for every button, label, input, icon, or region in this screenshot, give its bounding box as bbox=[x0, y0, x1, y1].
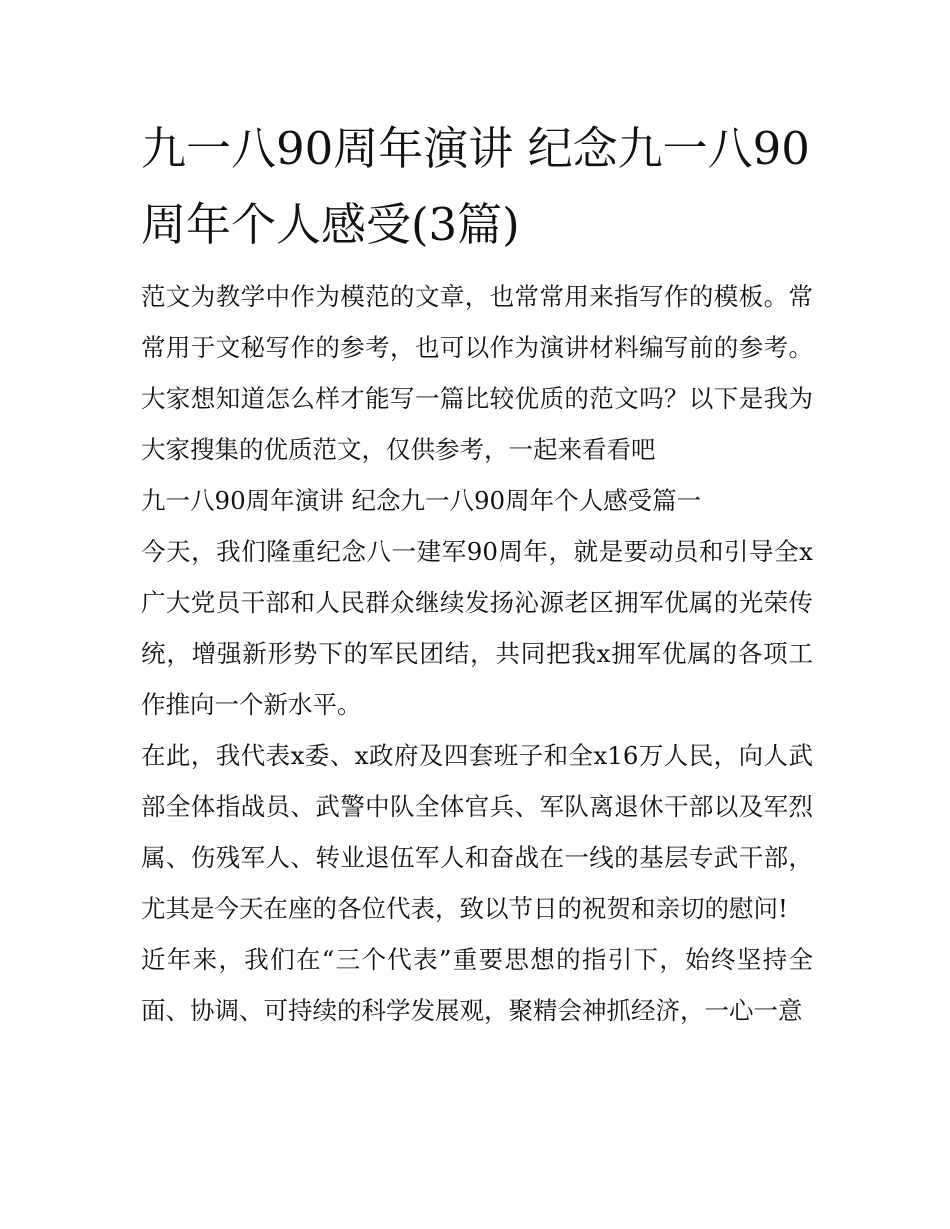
document-title: 九一八90周年演讲 纪念九一八90周年个人感受(3篇) bbox=[141, 122, 810, 251]
document-body bbox=[141, 111, 813, 1036]
section-heading: 九一八90周年演讲 纪念九一八90周年个人感受篇一 bbox=[141, 486, 702, 515]
paragraph-3: 近年来，我们在“三个代表”重要思想的指引下，始终坚持全面、协调、可持续的科学发展观，聚精会神抓经济，一心一意 bbox=[141, 945, 813, 1025]
paragraph-intro: 范文为教学中作为模范的文章，也常常用来指写作的模板。常常用于文秘写作的参考，也可以作为演讲材料编写前的参考。大家想知道怎么样才能写一篇比较优质的范文吗？以下是我为大家搜集的优质范文，仅供参考，一起来看看吧 bbox=[141, 282, 813, 464]
paragraph-1: 今天，我们隆重纪念八一建军90周年，就是要动员和引导全x广大党员干部和人民群众继续发扬沁源老区拥军优属的光荣传统，增强新形势下的军民团结，共同把我x拥军优属的各项工作推向一个新水平。 bbox=[141, 537, 813, 719]
paragraph-2: 在此，我代表x委、x政府及四套班子和全x16万人民，向人武部全体指战员、武警中队全体官兵、军队离退休干部以及军烈属、伤残军人、转业退伍军人和奋战在一线的基层专武干部，尤其是今天在座的各位代表，致以节日的祝贺和亲切的慰问! bbox=[141, 741, 813, 923]
